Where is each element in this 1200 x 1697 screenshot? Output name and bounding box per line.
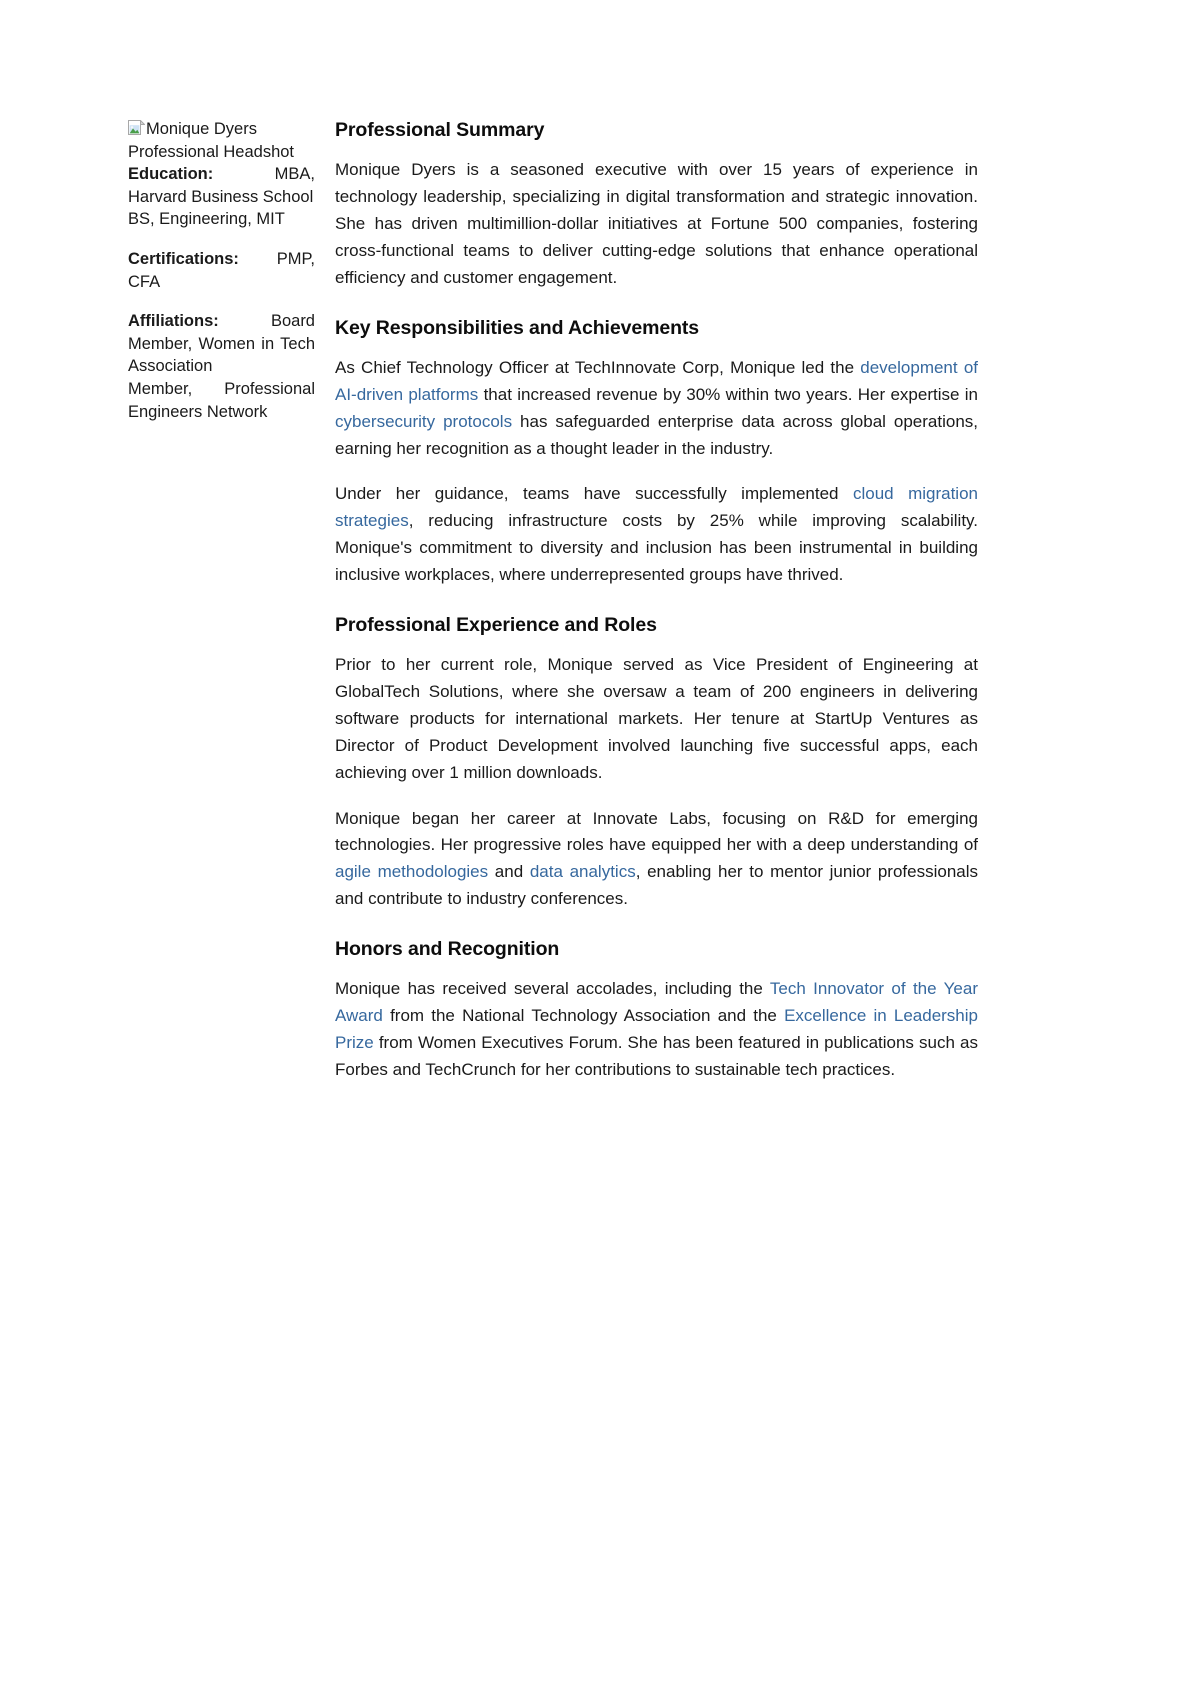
- main-content: [335, 118, 978, 1084]
- education-value: MBA, Harvard Business School: [128, 165, 315, 206]
- page-layout: [128, 118, 978, 1084]
- text-run: As Chief Technology Officer at TechInnovate Corp, Monique led the: [335, 357, 861, 377]
- sidebar-education: [128, 163, 315, 208]
- link-ai-driven-platforms[interactable]: development of AI-driven platforms: [335, 357, 979, 404]
- text-run: has safeguarded enterprise data across global operations, earning her recognition as a thought leader in the industry.: [335, 411, 979, 458]
- text-run: from Women Executives Forum. She has been featured in publications such as Forbes and TechCrunch for her contributions to sustainable tech practices.: [335, 1033, 978, 1079]
- sidebar-affiliations-extra: Member, Professional Engineers Network: [128, 379, 315, 421]
- affiliations-value: Board Member, Women in Tech Association: [128, 312, 315, 376]
- headshot-alt-text: Monique Dyers Professional Headshot: [128, 120, 295, 161]
- affiliations-label: Affiliations:: [128, 312, 219, 331]
- text-run: , enabling her to mentor junior professionals and contribute to industry conferences.: [335, 862, 979, 909]
- sidebar-certifications: [128, 248, 315, 293]
- paragraph-honors-1: [335, 976, 978, 1083]
- text-run: from the National Technology Association and the: [382, 1006, 785, 1026]
- broken-image-placeholder: [128, 118, 315, 163]
- text-run: that increased revenue by 30% within two years. Her expertise in: [478, 384, 978, 404]
- paragraph-summary-1: Monique Dyers is a seasoned executive with over 15 years of experience in technology leadership, specializing in digital transformation and strategic innovation. She has driven multimillion-dollar initiatives at Fortune 500 companies, fostering cross-functional teams to deliver cutting-edge solutions that enhance operational efficiency and customer engagement.: [335, 160, 978, 287]
- text-run: Under her guidance, teams have successfully implemented: [335, 484, 853, 504]
- link-data-analytics[interactable]: data analytics: [529, 862, 636, 882]
- paragraph-responsibilities-1: [335, 355, 978, 462]
- link-cloud-migration-strategies[interactable]: cloud migration strategies: [335, 484, 978, 531]
- sidebar-education-extra: BS, Engineering, MIT: [128, 210, 285, 229]
- link-tech-innovator-award[interactable]: Tech Innovator of the Year Award: [335, 979, 978, 1026]
- link-cybersecurity-protocols[interactable]: cybersecurity protocols: [335, 411, 513, 431]
- section-title-key-responsibilities: Key Responsibilities and Achievements: [335, 316, 700, 339]
- section-title-honors-recognition: Honors and Recognition: [335, 937, 560, 960]
- text-run: Monique has received several accolades, including the: [335, 979, 770, 999]
- text-run: and: [488, 862, 530, 882]
- text-run: Monique began her career at Innovate Labs, focusing on R&D for emerging technologies. Her progressive roles have equipped her with a deep understanding of: [335, 808, 978, 855]
- sidebar-profile-details: [128, 118, 315, 423]
- section-title-professional-summary: Professional Summary: [335, 119, 545, 141]
- section-title-professional-experience: Professional Experience and Roles: [335, 613, 657, 636]
- certifications-value: PMP, CFA: [128, 249, 315, 291]
- sidebar-affiliations: [128, 310, 315, 378]
- headshot-figure: [128, 118, 315, 163]
- broken-image-icon: [128, 120, 145, 137]
- paragraph-experience-2: [335, 806, 978, 913]
- text-run: , reducing infrastructure costs by 25% while improving scalability. Monique's commitment to diversity and inclusion has been instrumental in building inclusive workplaces, where underrepresented groups have thrived.: [335, 511, 978, 584]
- certifications-label: Certifications:: [128, 249, 239, 268]
- link-agile-methodologies[interactable]: agile methodologies: [335, 862, 489, 882]
- education-label: Education:: [128, 165, 214, 184]
- paragraph-responsibilities-2: [335, 481, 978, 588]
- paragraph-experience-1: Prior to her current role, Monique served as Vice President of Engineering at GlobalTech Solutions, where she oversaw a team of 200 engineers in delivering software products for international markets. Her tenure at StartUp Ventures as Director of Product Development involved launching five successful apps, each achieving over 1 million downloads.: [335, 655, 978, 782]
- link-excellence-leadership-prize[interactable]: Excellence in Leadership Prize: [335, 1006, 978, 1052]
